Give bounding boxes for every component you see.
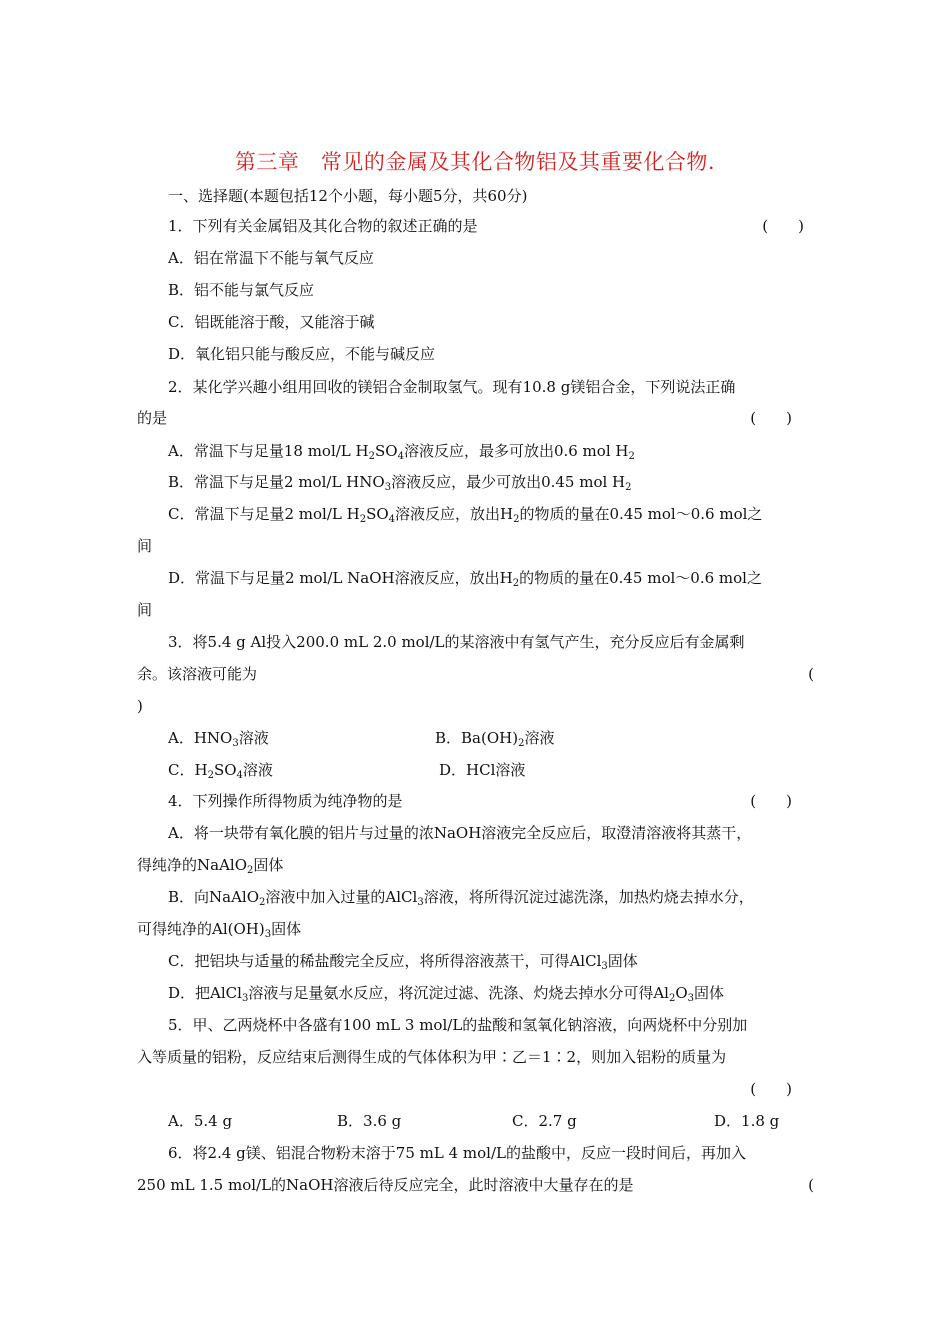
- answer-paren: ( ): [750, 1080, 792, 1098]
- question-2-option-a: A．常温下与足量18 mol/L $H_2SO_4$溶液反应，最多可放出0.6 mol $H_2$: [168, 442, 635, 462]
- question-5-option-a: A．5.4 g: [168, 1112, 233, 1130]
- question-1-option-b: B．铝不能与氯气反应: [168, 281, 315, 299]
- question-2-stem-line-2: [137, 407, 814, 429]
- question-2-option-d: D．常温下与足量2 mol/L NaOH溶液反应，放出$H_2$的物质的量在0.45 mol～0.6 mol之: [168, 569, 762, 589]
- question-3-option-d: D．HCl溶液: [439, 761, 526, 779]
- question-4-option-a: A．将一块带有氧化膜的铝片与过量的浓NaOH溶液完全反应后，取澄清溶液将其蒸干，: [168, 824, 752, 842]
- answer-paren-open: (: [808, 1176, 814, 1194]
- section-heading: 一、选择题(本题包括12个小题，每小题5分，共60分): [168, 187, 528, 205]
- question-4-option-b: B．向NaAlO$_2$溶液中加入过量的AlCl$_3$溶液，将所得沉淀过滤洗涤，加热灼烧去掉水分，: [168, 888, 754, 908]
- question-5-stem-line-2: 入等质量的铝粉，反应结束后测得生成的气体体积为甲∶乙＝1∶2，则加入铝粉的质量为: [137, 1048, 727, 1066]
- question-5-option-d: D．1.8 g: [714, 1112, 780, 1130]
- question-5-stem-line-1: 5．甲、乙两烧杯中各盛有100 mL 3 mol/L的盐酸和氢氧化钠溶液，向两烧杯中分别加: [168, 1016, 748, 1034]
- question-1-option-c: C．铝既能溶于酸，又能溶于碱: [168, 313, 375, 331]
- question-5-options-row: [137, 1110, 814, 1132]
- question-3-options-row-1: [137, 727, 814, 749]
- question-4-stem: [168, 790, 814, 812]
- question-4-option-d: D．把AlCl$_3$溶液与足量氨水反应，将沉淀过滤、洗涤、灼烧去掉水分可得$Al_2O_3$固体: [168, 984, 725, 1004]
- question-6-stem-line-2: [137, 1174, 814, 1196]
- question-4-option-c: C．把铝块与适量的稀盐酸完全反应，将所得溶液蒸干，可得AlCl$_3$固体: [168, 952, 638, 972]
- answer-paren: ( ): [750, 409, 792, 427]
- question-6-stem-line-1: 6．将2.4 g镁、铝混合物粉末溶于75 mL 4 mol/L的盐酸中，反应一段时间后，再加入: [168, 1144, 746, 1162]
- question-1-stem: [168, 215, 814, 237]
- question-4-option-b-cont: 可得纯净的$Al(OH)_3$固体: [137, 920, 302, 940]
- question-2-option-c-cont: 间: [137, 537, 153, 555]
- answer-paren-close: ): [137, 697, 143, 715]
- question-3-stem-line-2: [137, 663, 814, 685]
- question-1-text: 1．下列有关金属铝及其化合物的叙述正确的是: [168, 217, 478, 235]
- question-5-option-b: B．3.6 g: [337, 1112, 402, 1130]
- question-6-text-end: 250 mL 1.5 mol/L的NaOH溶液后待反应完全，此时溶液中大量存在的是: [137, 1176, 634, 1194]
- answer-paren: ( ): [762, 217, 804, 235]
- question-3-option-c: C．$H_2SO_4$溶液: [168, 761, 273, 781]
- question-3-options-row-2: [137, 759, 814, 781]
- question-3-text-end: 余。该溶液可能为: [137, 665, 258, 683]
- answer-paren-open: (: [808, 665, 814, 683]
- question-1-option-a: A．铝在常温下不能与氧气反应: [168, 249, 374, 267]
- question-3-option-b: B．$Ba(OH)_2$溶液: [435, 729, 555, 749]
- question-2-option-c: C．常温下与足量2 mol/L $H_2SO_4$溶液反应，放出$H_2$的物质的量在0.45 mol～0.6 mol之: [168, 505, 763, 525]
- question-1-option-d: D．氧化铝只能与酸反应，不能与碱反应: [168, 345, 436, 363]
- chapter-title: 第三章 常见的金属及其化合物铝及其重要化合物.: [234, 150, 716, 174]
- question-2-option-d-cont: 间: [137, 601, 153, 619]
- answer-paren: ( ): [750, 792, 792, 810]
- question-5-option-c: C．2.7 g: [512, 1112, 577, 1130]
- question-2-text-end: 的是: [137, 409, 168, 427]
- question-3-option-a: A．$HNO_3$溶液: [168, 729, 269, 749]
- question-3-stem-line-1: 3．将5.4 g Al投入200.0 mL 2.0 mol/L的某溶液中有氢气产生，充分反应后有金属剩: [168, 633, 745, 651]
- question-2-option-b: B．常温下与足量2 mol/L $HNO_3$溶液反应，最少可放出0.45 mol $H_2$: [168, 473, 632, 493]
- question-4-option-a-cont: 得纯净的NaAlO$_2$固体: [137, 856, 284, 876]
- question-2-stem-line-1: 2．某化学兴趣小组用回收的镁铝合金制取氢气。现有10.8 g镁铝合金，下列说法正确: [168, 378, 736, 396]
- question-4-text: 4．下列操作所得物质为纯净物的是: [168, 792, 403, 810]
